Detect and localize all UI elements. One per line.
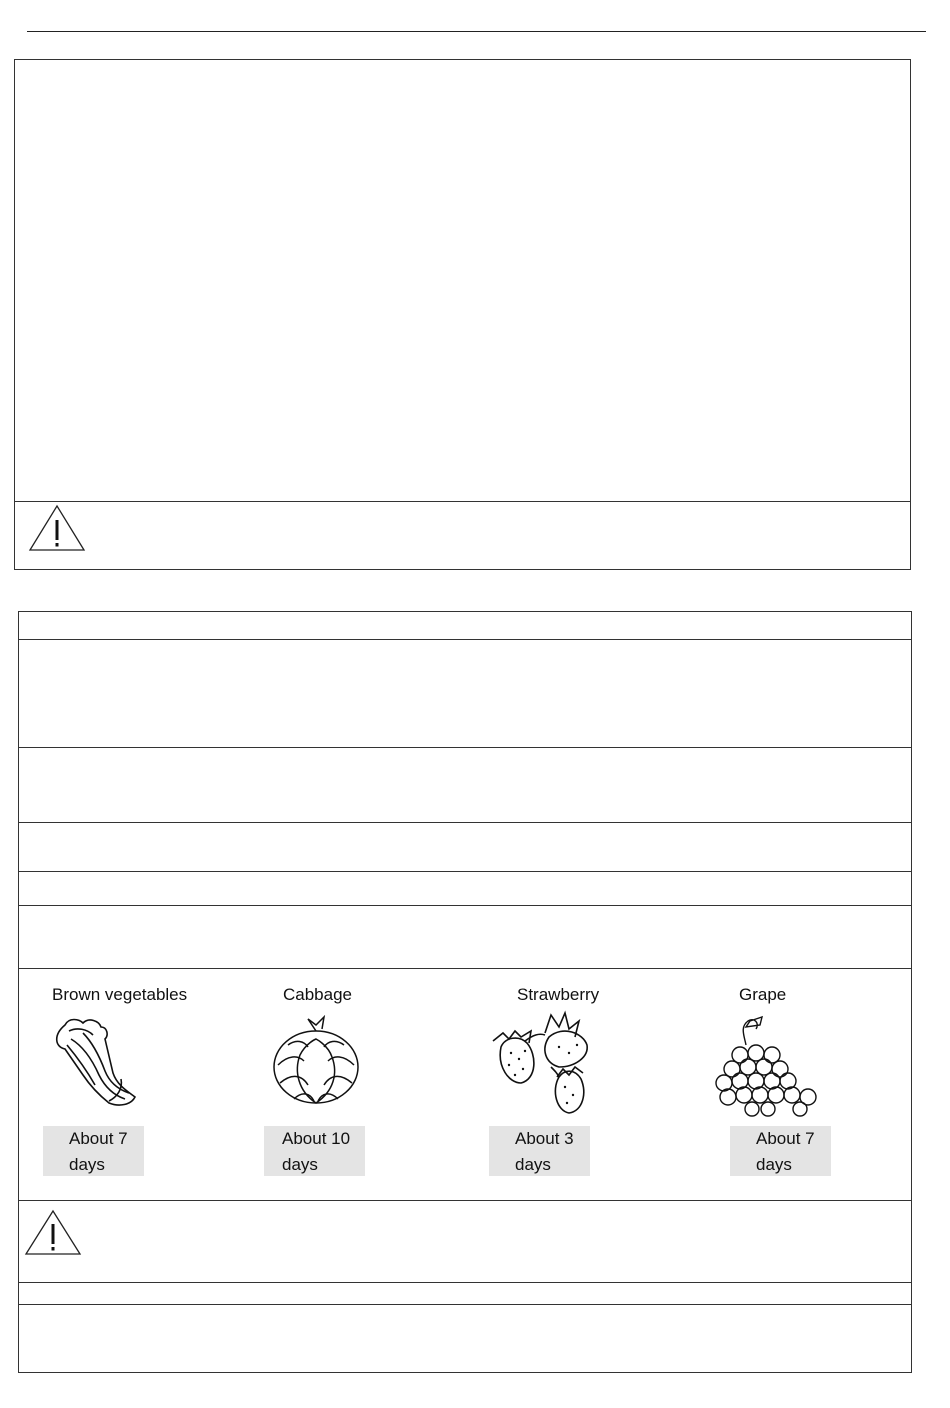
header-rule	[27, 31, 926, 32]
produce-item	[710, 969, 910, 1199]
warning-triangle-icon	[27, 502, 87, 556]
storage-table	[18, 611, 912, 1373]
notice-box	[14, 59, 911, 570]
produce-storage-guide	[19, 969, 911, 1199]
warning-triangle-icon	[23, 1208, 83, 1262]
produce-name: Grape	[739, 985, 787, 1004]
storage-duration: About 7 days	[43, 1126, 144, 1176]
table-row-divider	[19, 822, 911, 823]
notice-divider	[15, 501, 910, 502]
storage-duration: About 10 days	[264, 1126, 365, 1176]
produce-name: Brown vegetables	[52, 985, 188, 1004]
lettuce-icon	[47, 1013, 142, 1108]
table-row-divider	[19, 639, 911, 640]
table-row-divider	[19, 1200, 911, 1201]
produce-item	[487, 969, 687, 1199]
table-row-divider	[19, 905, 911, 906]
table-row-divider	[19, 747, 911, 748]
table-row-divider	[19, 1282, 911, 1283]
produce-item	[264, 969, 464, 1199]
storage-duration: About 7 days	[730, 1126, 831, 1176]
strawberry-icon	[479, 1007, 603, 1119]
produce-name: Cabbage	[283, 985, 353, 1004]
grape-icon	[706, 1011, 826, 1121]
produce-name: Strawberry	[517, 985, 600, 1004]
table-row-divider	[19, 1304, 911, 1305]
cabbage-icon	[268, 1015, 364, 1107]
produce-item	[41, 969, 241, 1199]
table-row-divider	[19, 871, 911, 872]
storage-duration: About 3 days	[489, 1126, 590, 1176]
